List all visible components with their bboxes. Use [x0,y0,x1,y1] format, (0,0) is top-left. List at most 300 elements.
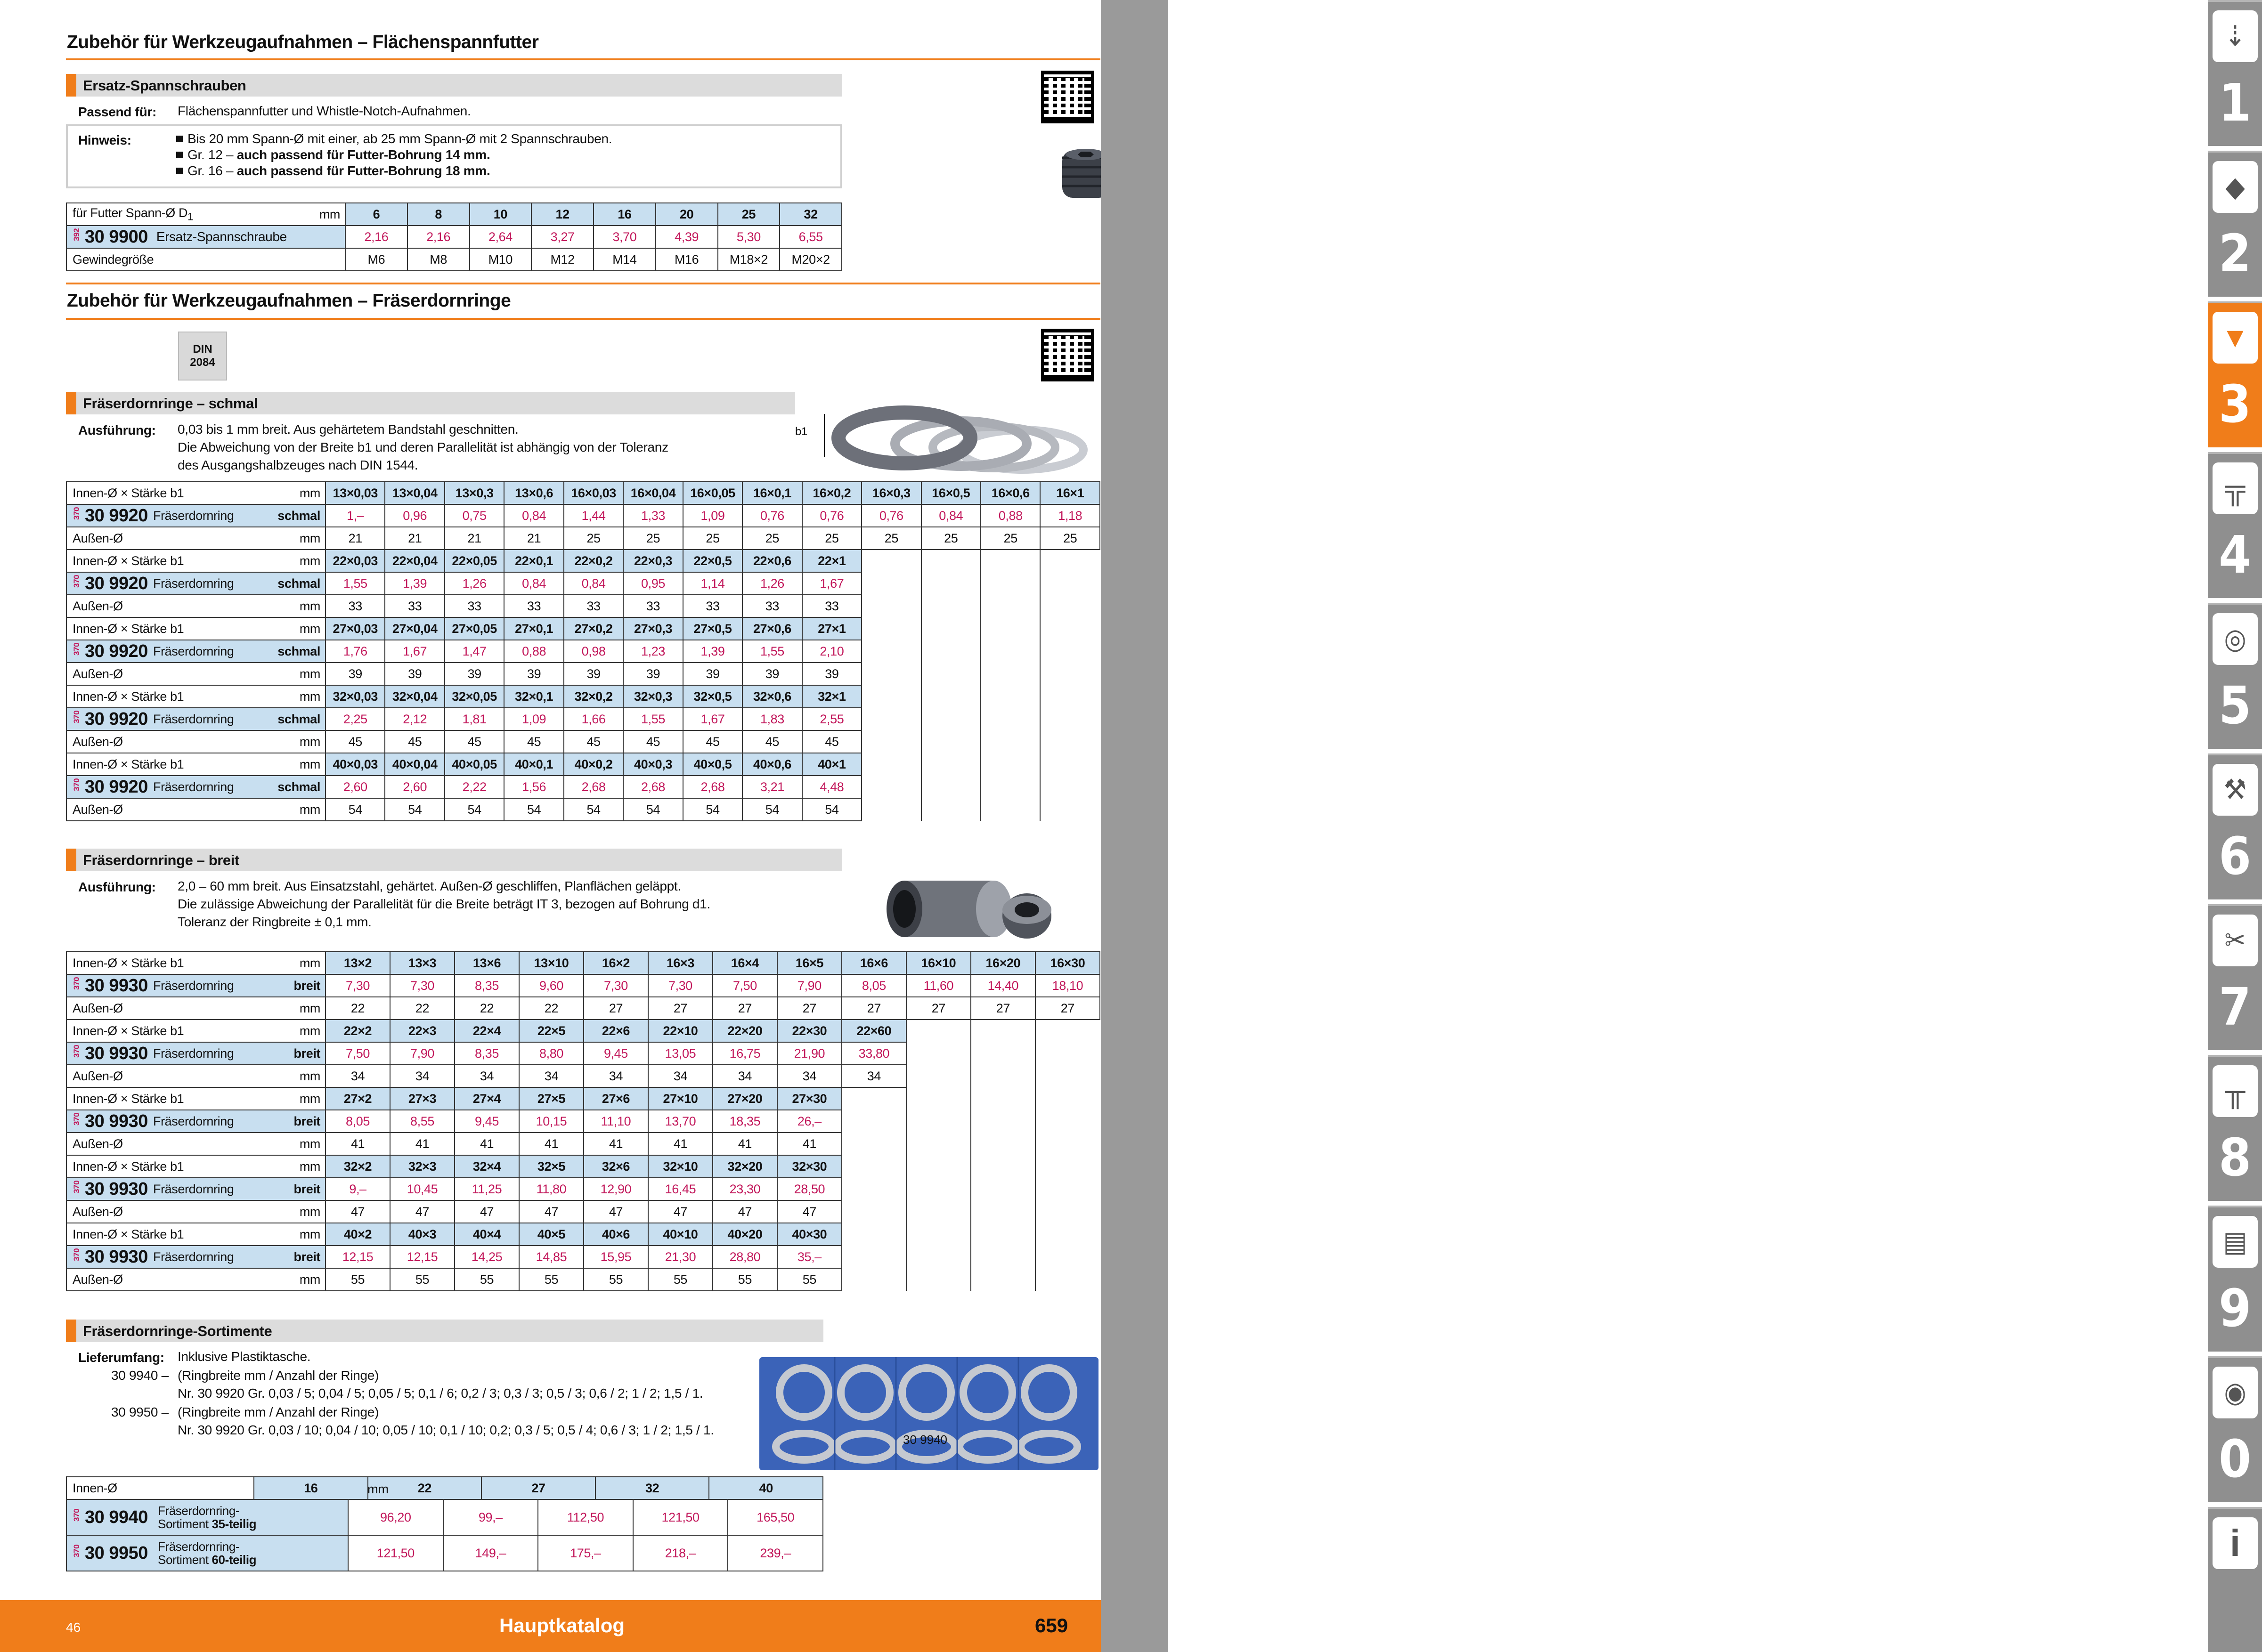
article-name: Fräserdornring [152,1178,248,1200]
chapter-tab-1[interactable]: ⇣ 1 [2208,0,2262,146]
assortment-2-desc: (Ringbreite mm / Anzahl der Ringe) Nr. 30 9920 Gr. 0,03 / 10; 0,04 / 10; 0,05 / 10; 0,1 / 10; 0,2; 0,3 / 5; 0,5 / 4; 0,6 / 3; 1 / 2; 1,5 / 1. [178,1405,714,1437]
assortment-name: Fräserdornring- Sortiment 35-teilig [157,1499,348,1535]
size-cell: 22×10 [648,1020,713,1042]
table-row [66,1268,1100,1291]
size-cell: 22×6 [584,1020,648,1042]
price-cell: 1,66 [564,708,623,730]
chapter-tab-0[interactable]: ◉ 0 [2208,1356,2262,1502]
empty-cell [906,1065,971,1087]
price-cell: 21,30 [648,1246,713,1268]
table-header-desc: Innen-Ø × Stärke b1 [66,753,248,776]
article-name: Fräserdornring [152,708,248,730]
outer-diameter-label: Außen-Ø [66,1268,248,1291]
price-cell: 12,90 [584,1178,648,1200]
size-cell: 40×0,04 [385,753,444,776]
size-cell: 10 [470,203,532,226]
empty-cell [981,617,1040,640]
price-cell: 7,90 [390,1042,455,1065]
empty-cell [842,1178,906,1200]
empty-cell [921,730,981,753]
price-cell: 4,48 [802,776,862,798]
price-cell: 14,25 [455,1246,519,1268]
size-cell: 32×0,03 [325,685,385,708]
article-cell: 392 30 9900 Ersatz-Spannschraube [66,226,345,248]
size-cell: 16×0,1 [742,482,802,504]
table-header-unit: mm [248,1155,325,1178]
size-cell: 32×0,6 [742,685,802,708]
price-cell: 1,55 [623,708,683,730]
size-cell: 13×0,3 [445,482,504,504]
size-cell: 32×0,05 [445,685,504,708]
size-cell: 32×0,5 [683,685,742,708]
table-row [66,1087,1100,1110]
size-cell: 40×0,1 [504,753,563,776]
price-cell: 3,27 [531,226,594,248]
price-cell: 1,56 [504,776,563,798]
empty-cell [1035,1223,1100,1246]
outer-diameter-cell: 21 [504,527,563,550]
outer-diameter-unit: mm [248,997,325,1020]
outer-diameter-label: Außen-Ø [66,1065,248,1087]
empty-cell [1035,1178,1100,1200]
empty-cell [862,572,921,595]
section-rule [66,318,1100,320]
size-cell: 40×2 [325,1223,390,1246]
price-cell: 1,81 [445,708,504,730]
price-cell: 2,55 [802,708,862,730]
outer-diameter-cell: 25 [981,527,1040,550]
size-cell: 22×0,04 [385,550,444,572]
empty-cell [1040,685,1100,708]
size-cell: 32×6 [584,1155,648,1178]
outer-diameter-cell: 34 [519,1065,584,1087]
outer-diameter-cell: 39 [445,663,504,685]
outer-diameter-label: Außen-Ø [66,730,248,753]
price-cell: 1,76 [325,640,385,663]
empty-cell [1040,708,1100,730]
size-cell: 16×0,03 [564,482,623,504]
outer-diameter-cell: 47 [713,1200,777,1223]
size-cell: 32×5 [519,1155,584,1178]
size-cell: 32×0,1 [504,685,563,708]
table-row [66,640,1100,663]
empty-cell [906,1042,971,1065]
price-cell: 1,– [325,504,385,527]
size-cell: 27×5 [519,1087,584,1110]
size-cell: 22×60 [842,1020,906,1042]
fit-label: Passend für: [78,105,156,119]
caliper-icon: ╦ [2213,462,2258,514]
insert-icon: ◆ [2213,161,2258,213]
price-cell: 0,76 [742,504,802,527]
size-cell: 13×2 [325,952,390,974]
table-row [66,504,1100,527]
price-cell: 0,88 [504,640,563,663]
size-cell: 32 [595,1477,709,1499]
outer-diameter-cell: 39 [325,663,385,685]
table-row [66,663,1100,685]
size-cell: 22×0,1 [504,550,563,572]
table-row [66,1246,1100,1268]
thread-cell: M16 [656,248,718,271]
outer-diameter-cell: 45 [623,730,683,753]
size-cell: 16×3 [648,952,713,974]
assortment-1-code: 30 9940 – [111,1368,169,1383]
outer-diameter-cell: 47 [519,1200,584,1223]
price-cell: 0,76 [802,504,862,527]
chapter-tab-8[interactable]: ╥ 8 [2208,1055,2262,1201]
table-row [66,482,1100,504]
outer-diameter-cell: 47 [584,1200,648,1223]
price-cell: 3,21 [742,776,802,798]
article-cell: 370 30 9930 [66,974,152,997]
empty-cell [1040,753,1100,776]
price-cell: 1,09 [683,504,742,527]
price-cell: 13,70 [648,1110,713,1133]
outer-diameter-label: Außen-Ø [66,1133,248,1155]
outer-diameter-cell: 41 [519,1133,584,1155]
price-cell: 10,45 [390,1178,455,1200]
outer-diameter-unit: mm [248,1268,325,1291]
price-cell: 112,50 [538,1499,633,1535]
outer-diameter-cell: 27 [842,997,906,1020]
drill-icon: ⇣ [2213,10,2258,62]
table-header-unit: mm [248,952,325,974]
empty-cell [906,1133,971,1155]
note-line-1: Bis 20 mm Spann-Ø mit einer, ab 25 mm Spann-Ø mit 2 Spannschrauben. [176,131,612,147]
price-cell: 0,98 [564,640,623,663]
chapter-tab-6[interactable]: ⚒ 6 [2208,753,2262,899]
wide-rings-image [876,871,1055,942]
outer-diameter-unit: mm [248,798,325,821]
empty-cell [1040,776,1100,798]
article-cell: 370 30 9950 [66,1535,157,1571]
table-row [66,708,1100,730]
table-header-desc: Innen-Ø × Stärke b1 [66,685,248,708]
size-cell: 16×4 [713,952,777,974]
table-header-unit: mm [248,1223,325,1246]
outer-diameter-cell: 27 [971,997,1035,1020]
price-cell: 218,– [633,1535,728,1571]
subheading-wide-rings: Fräserdornringe – breit [66,849,842,871]
size-cell: 27×2 [325,1087,390,1110]
size-cell: 40 [709,1477,823,1499]
price-cell: 2,68 [623,776,683,798]
thread-cell: M14 [594,248,656,271]
assortment-table [66,1476,823,1500]
outer-diameter-cell: 25 [742,527,802,550]
outer-diameter-cell: 27 [1035,997,1100,1020]
price-cell: 7,30 [390,974,455,997]
outer-diameter-cell: 55 [390,1268,455,1291]
price-cell: 28,50 [777,1178,842,1200]
size-cell: 27×1 [802,617,862,640]
size-cell: 27×10 [648,1087,713,1110]
size-cell: 32×0,2 [564,685,623,708]
outer-diameter-cell: 45 [802,730,862,753]
outer-diameter-cell: 39 [742,663,802,685]
outer-diameter-cell: 45 [742,730,802,753]
price-cell: 8,05 [325,1110,390,1133]
article-cell: 370 30 9920 [66,708,152,730]
size-cell: 22×0,05 [445,550,504,572]
thread-cell: M20×2 [780,248,842,271]
empty-cell [906,1200,971,1223]
outer-diameter-cell: 47 [777,1200,842,1223]
article-variant: schmal [248,572,325,595]
size-cell: 13×0,04 [385,482,444,504]
price-cell: 8,35 [455,974,519,997]
outer-diameter-cell: 45 [445,730,504,753]
size-cell: 13×10 [519,952,584,974]
price-cell: 121,50 [633,1499,728,1535]
price-cell: 0,96 [385,504,444,527]
qr-code[interactable] [1041,329,1094,381]
price-cell: 16,75 [713,1042,777,1065]
price-cell: 1,67 [683,708,742,730]
outer-diameter-cell: 34 [455,1065,519,1087]
price-cell: 9,60 [519,974,584,997]
size-cell: 22×0,2 [564,550,623,572]
price-cell: 9,45 [584,1042,648,1065]
table-row [66,572,1100,595]
empty-cell [921,753,981,776]
outer-diameter-cell: 45 [504,730,563,753]
empty-cell [906,1020,971,1042]
outer-diameter-cell: 25 [1040,527,1100,550]
outer-diameter-cell: 22 [519,997,584,1020]
chapter-sidebar [1101,0,2251,1652]
empty-cell [906,1223,971,1246]
chapter-tab-2[interactable]: ◆ 2 [2208,151,2262,297]
size-cell: 40×0,03 [325,753,385,776]
price-cell: 7,50 [713,974,777,997]
table-header-unit: mm [248,685,325,708]
table-row [66,1110,1100,1133]
empty-cell [842,1200,906,1223]
table-row [66,1020,1100,1042]
scope-text: Inklusive Plastiktasche. [178,1349,311,1364]
size-cell: 13×3 [390,952,455,974]
price-cell: 1,18 [1040,504,1100,527]
article-variant: breit [248,1110,325,1133]
outer-diameter-cell: 34 [777,1065,842,1087]
empty-cell [971,1020,1035,1042]
empty-cell [1035,1020,1100,1042]
price-cell: 2,25 [325,708,385,730]
size-cell: 27×20 [713,1087,777,1110]
price-cell: 12,15 [390,1246,455,1268]
price-cell: 165,50 [728,1499,823,1535]
table-row [66,595,1100,617]
fit-text: Flächenspannfutter und Whistle-Notch-Aufnahmen. [178,104,471,118]
article-variant: schmal [248,504,325,527]
empty-cell [1035,1133,1100,1155]
size-cell: 22×4 [455,1020,519,1042]
price-cell: 4,39 [656,226,718,248]
thread-label: Gewindegröße [66,248,345,271]
article-name: Fräserdornring [152,640,248,663]
size-cell: 27×4 [455,1087,519,1110]
empty-cell [1035,1110,1100,1133]
price-cell: 2,22 [445,776,504,798]
size-cell: 32 [780,203,842,226]
price-cell: 28,80 [713,1246,777,1268]
empty-cell [1035,1246,1100,1268]
outer-diameter-cell: 41 [777,1133,842,1155]
section-rule [66,58,1100,60]
table-header-desc: für Futter Spann-Ø $D_1$ [66,203,260,226]
price-cell: 14,40 [971,974,1035,997]
size-cell: 32×2 [325,1155,390,1178]
size-cell: 12 [531,203,594,226]
empty-cell [921,798,981,821]
price-cell: 1,26 [445,572,504,595]
saw-blade-icon: ◎ [2213,613,2258,665]
execution-text-narrow: 0,03 bis 1 mm breit. Aus gehärtetem Bandstahl geschnitten. Die Abweichung von der Breite b1 und deren Parallelität ist abhängig von der Toleranz des Ausgangshalbzeuges nach DIN 1544. [178,422,668,472]
size-cell: 40×0,3 [623,753,683,776]
size-cell: 32×30 [777,1155,842,1178]
outer-diameter-cell: 27 [584,997,648,1020]
empty-cell [971,1065,1035,1087]
price-cell: 175,– [538,1535,633,1571]
qr-code[interactable] [1041,71,1094,123]
chapter-tab-9[interactable]: ▤ 9 [2208,1206,2262,1352]
size-cell: 40×0,05 [445,753,504,776]
empty-cell [862,708,921,730]
size-cell: 27×0,3 [623,617,683,640]
price-cell: 2,12 [385,708,444,730]
empty-cell [971,1042,1035,1065]
price-cell: 18,10 [1035,974,1100,997]
outer-diameter-cell: 41 [455,1133,519,1155]
empty-cell [981,640,1040,663]
price-cell: 1,09 [504,708,563,730]
article-cell: 370 30 9920 [66,504,152,527]
price-cell: 7,90 [777,974,842,997]
size-cell: 32×0,3 [623,685,683,708]
empty-cell [906,1246,971,1268]
outer-diameter-unit: mm [248,1065,325,1087]
section-rule [66,283,1100,284]
assortment-2-code: 30 9950 – [111,1405,169,1419]
outer-diameter-cell: 34 [842,1065,906,1087]
outer-diameter-cell: 47 [648,1200,713,1223]
empty-cell [971,1110,1035,1133]
table-row [66,798,1100,821]
size-cell: 20 [656,203,718,226]
empty-cell [1040,730,1100,753]
outer-diameter-cell: 47 [390,1200,455,1223]
table-header-desc: Innen-Ø × Stärke b1 [66,482,248,504]
price-cell: 5,30 [718,226,780,248]
empty-cell [921,776,981,798]
price-cell: 18,35 [713,1110,777,1133]
price-cell: 1,26 [742,572,802,595]
section-title-clamping-chuck: Zubehör für Werkzeugaufnahmen – Flächenspannfutter [67,32,539,52]
chapter-tab-3[interactable]: ▼ 3 [2208,301,2262,447]
outer-diameter-cell: 21 [325,527,385,550]
table-header-desc: Innen-Ø × Stärke b1 [66,1087,248,1110]
chapter-tab-4[interactable]: ╦ 4 [2208,452,2262,598]
empty-cell [862,685,921,708]
outer-diameter-cell: 54 [742,798,802,821]
table-header-unit: mm [248,550,325,572]
article-cell: 370 30 9920 [66,776,152,798]
outer-diameter-cell: 27 [777,997,842,1020]
outer-diameter-cell: 27 [906,997,971,1020]
price-cell: 8,80 [519,1042,584,1065]
outer-diameter-cell: 22 [390,997,455,1020]
chapter-tab-5[interactable]: ◎ 5 [2208,603,2262,749]
size-cell: 40×10 [648,1223,713,1246]
size-cell: 13×0,6 [504,482,563,504]
outer-diameter-cell: 55 [648,1268,713,1291]
assortment-pouch-image [759,1357,1098,1470]
outer-diameter-cell: 39 [564,663,623,685]
outer-diameter-cell: 41 [390,1133,455,1155]
size-cell: 32×3 [390,1155,455,1178]
table-header-unit: mm [248,753,325,776]
empty-cell [1035,1042,1100,1065]
article-name: Fräserdornring [152,1246,248,1268]
price-cell: 1,67 [802,572,862,595]
empty-cell [842,1133,906,1155]
size-cell: 40×1 [802,753,862,776]
size-cell: 16×30 [1035,952,1100,974]
empty-cell [921,685,981,708]
empty-cell [1040,550,1100,572]
thread-cell: M6 [345,248,407,271]
size-cell: 16×0,04 [623,482,683,504]
empty-cell [906,1155,971,1178]
table-row [66,617,1100,640]
outer-diameter-unit: mm [248,595,325,617]
table-row [66,550,1100,572]
empty-cell [981,730,1040,753]
narrow-rings-image [806,405,1140,476]
empty-cell [981,572,1040,595]
article-cell: 370 30 9940 [66,1499,157,1535]
size-cell: 40×0,5 [683,753,742,776]
outer-diameter-cell: 33 [564,595,623,617]
empty-cell [971,1178,1035,1200]
outer-diameter-cell: 45 [385,730,444,753]
outer-diameter-cell: 41 [713,1133,777,1155]
size-cell: 27×3 [390,1087,455,1110]
outer-diameter-cell: 54 [564,798,623,821]
empty-cell [1035,1065,1100,1087]
chapter-tab-info[interactable] [2208,1507,2262,1652]
chapter-tab-7[interactable]: ✂ 7 [2208,904,2262,1050]
price-cell: 21,90 [777,1042,842,1065]
empty-cell [1035,1200,1100,1223]
spare-screw-table [66,202,842,271]
price-cell: 2,68 [564,776,623,798]
article-cell: 370 30 9920 [66,640,152,663]
price-cell: 2,16 [407,226,470,248]
price-cell: 2,16 [345,226,407,248]
table-row [66,952,1100,974]
empty-cell [862,550,921,572]
empty-cell [921,572,981,595]
size-cell: 16×0,3 [862,482,921,504]
table-header-desc: Innen-Ø × Stärke b1 [66,1155,248,1178]
table-header-desc: Innen-Ø × Stärke b1 [66,952,248,974]
table-row [66,1155,1100,1178]
size-cell: 32×1 [802,685,862,708]
size-cell: 40×0,6 [742,753,802,776]
